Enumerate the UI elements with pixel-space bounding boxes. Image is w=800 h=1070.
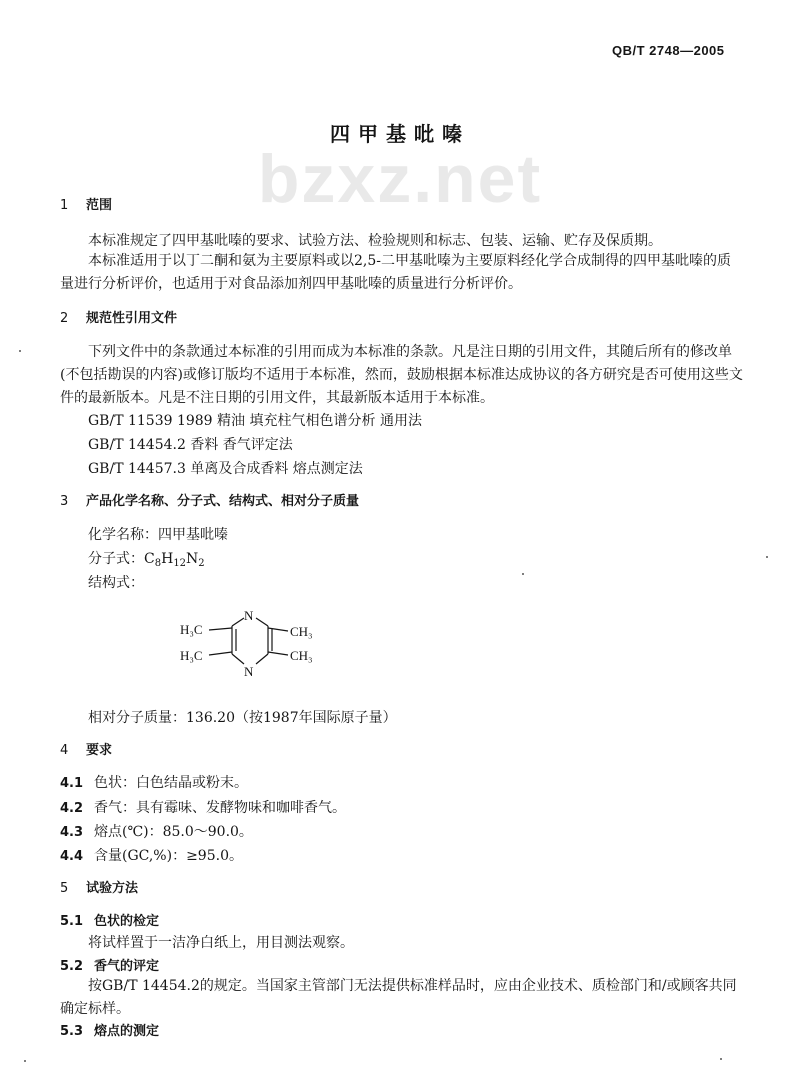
watermark: bzxz.net (257, 141, 543, 217)
section-number: 5 (60, 881, 69, 896)
item-number: 4.4 (60, 849, 84, 864)
standard-code: QB/T 2748—2005 (612, 43, 725, 58)
item-text: 含量(GC,%)：≥95.0。 (94, 848, 243, 864)
nitrogen-atom-label: N (244, 664, 254, 679)
methyl-group-label: H₃C (180, 648, 203, 663)
section-3-heading (60, 490, 359, 509)
scan-speck (766, 556, 768, 558)
section-1-paragraph-2: 本标准适用于以丁二酮和氨为主要原料或以2,5-二甲基吡嗪为主要原料经化学合成制得的四甲基吡嗪的质量进行分析评价，也适用于对食品添加剂四甲基吡嗪的质量进行分析评价。 (60, 253, 731, 292)
formula-element: H (161, 551, 174, 567)
structural-formula (180, 608, 340, 680)
formula-element: C (144, 551, 155, 567)
requirement-item (60, 797, 346, 817)
subsection-title: 色状的检定 (94, 914, 160, 929)
section-number: 4 (60, 743, 69, 758)
section-title: 试验方法 (86, 881, 139, 896)
reference-item: GB/T 11539 1989 精油 填充柱气相色谱分析 通用法 (88, 413, 422, 429)
section-1-paragraph-1: 本标准规定了四甲基吡嗪的要求、试验方法、检验规则和标志、包装、运输、贮存及保质期。 (88, 233, 662, 249)
formula-subscript: 12 (173, 558, 187, 569)
molecular-mass: 相对分子质量：136.20（按1987年国际原子量） (88, 710, 397, 726)
subsection-heading (60, 955, 159, 974)
formula-element: N (186, 551, 199, 567)
subsection-title: 香气的评定 (94, 959, 160, 974)
nitrogen-atom-label: N (244, 608, 254, 623)
subsection-number: 5.3 (60, 1024, 84, 1039)
item-text: 香气：具有霉味、发酵物味和咖啡香气。 (94, 800, 346, 816)
item-text: 熔点(℃)：85.0～90.0。 (94, 824, 253, 840)
chemical-name: 化学名称：四甲基吡嗪 (88, 527, 228, 543)
subsection-text: 按GB/T 14454.2的规定。当国家主管部门无法提供标准样品时，应由企业技术、质检部门和/或顾客共同确定标样。 (60, 978, 737, 1017)
subsection-number: 5.1 (60, 914, 84, 929)
requirement-item (60, 772, 248, 792)
section-title: 产品化学名称、分子式、结构式、相对分子质量 (86, 494, 360, 509)
section-4-heading (60, 739, 112, 758)
section-1-heading (60, 194, 112, 213)
section-2-paragraph: 下列文件中的条款通过本标准的引用而成为本标准的条款。凡是注日期的引用文件，其随后所有的修改单(不包括勘误的内容)或修订版均不适用于本标准，然而，鼓励根据本标准达成协议的各方研究是否可使用这些文件的最新版本。凡是不注日期的引用文件，其最新版本适用于本标准。 (60, 344, 743, 406)
molecular-formula (88, 548, 205, 569)
document-title: 四甲基吡嗪 (330, 122, 470, 146)
scan-speck (522, 573, 524, 575)
scan-speck (24, 1060, 26, 1062)
subsection-number: 5.2 (60, 959, 84, 974)
formula-subscript: 2 (198, 558, 205, 569)
section-title: 规范性引用文件 (86, 311, 178, 326)
section-number: 2 (60, 311, 69, 326)
section-number: 1 (60, 198, 69, 213)
methyl-group-label: H₃C (180, 622, 203, 637)
reference-item: GB/T 14457.3 单离及合成香料 熔点测定法 (88, 461, 363, 477)
section-5-heading (60, 877, 138, 896)
item-number: 4.3 (60, 825, 84, 840)
item-number: 4.2 (60, 801, 84, 816)
subsection-heading (60, 1020, 159, 1039)
section-number: 3 (60, 494, 69, 509)
section-2-heading (60, 307, 177, 326)
reference-item: GB/T 14454.2 香料 香气评定法 (88, 437, 293, 453)
requirement-item (60, 845, 243, 865)
section-title: 要求 (86, 743, 113, 758)
scan-speck (720, 1058, 722, 1060)
structure-label: 结构式： (88, 575, 144, 591)
subsection-text: 将试样置于一洁净白纸上，用目测法观察。 (88, 935, 354, 951)
requirement-item (60, 821, 253, 841)
methyl-group-label: CH₃ (290, 624, 313, 639)
subsection-heading (60, 910, 159, 929)
methyl-group-label: CH₃ (290, 648, 313, 663)
section-title: 范围 (86, 198, 113, 213)
pyrazine-ring (209, 618, 288, 664)
item-text: 色状：白色结晶或粉末。 (94, 775, 248, 791)
formula-subscript: 8 (154, 558, 162, 569)
scan-speck (19, 350, 21, 352)
subsection-title: 熔点的测定 (94, 1024, 160, 1039)
formula-label: 分子式： (88, 551, 144, 567)
item-number: 4.1 (60, 776, 84, 791)
